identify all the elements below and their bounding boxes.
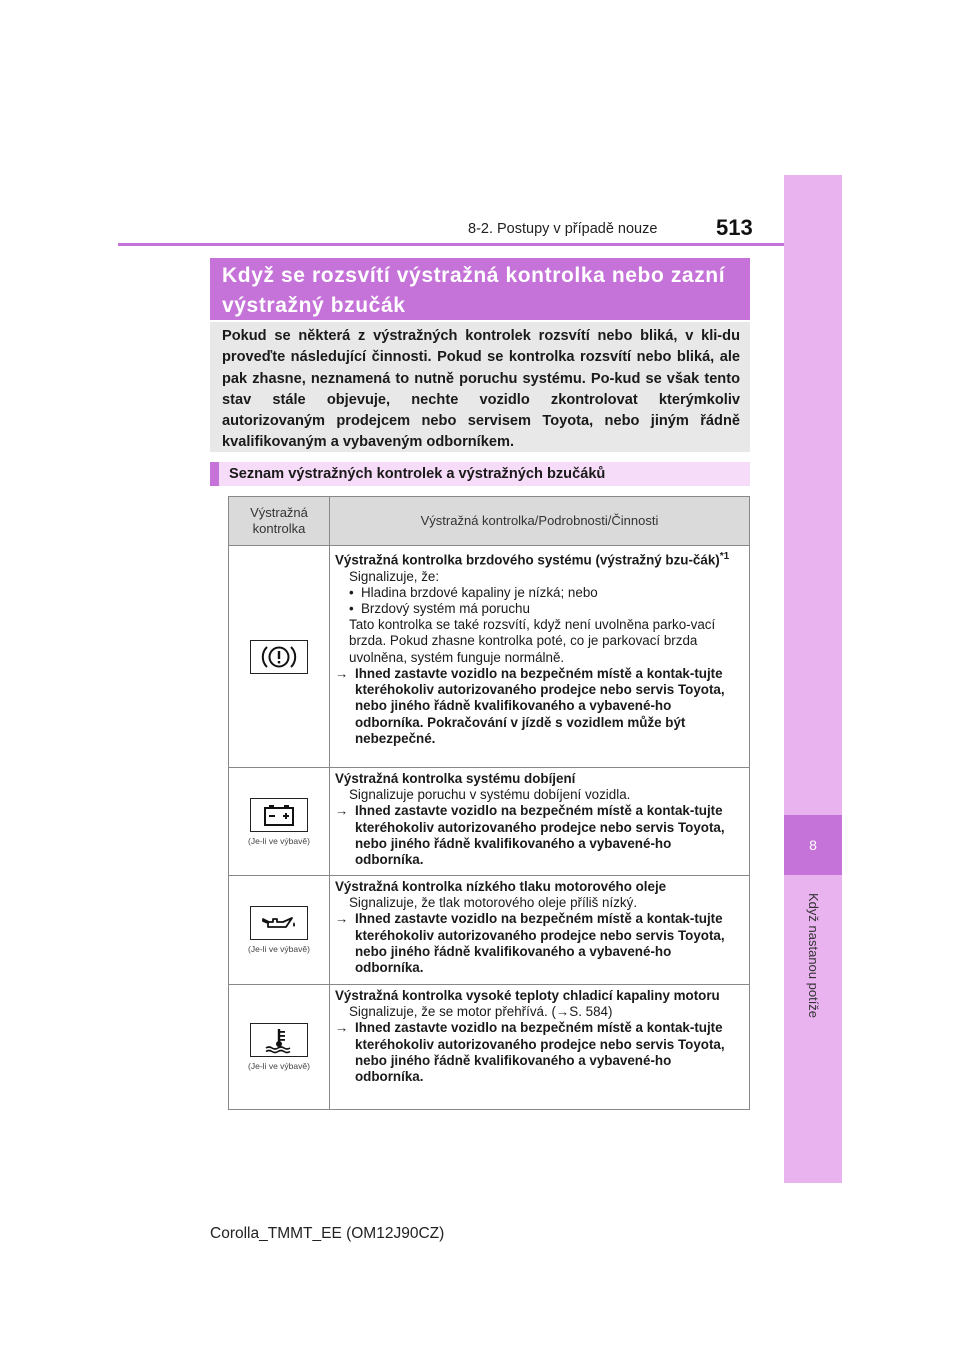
light-title: Výstražná kontrolka nízkého tlaku motorového oleje xyxy=(335,879,667,894)
light-action: → Ihned zastavte vozidlo na bezpečném místě a kontak-tujte kteréhokoliv autorizovaného prodejce nebo servis Toyota, nebo jiného řádně kvalifikovaného a vybavené-ho odborníka. xyxy=(335,911,725,976)
arrow-right-icon: → xyxy=(335,1020,349,1036)
light-action: → Ihned zastavte vozidlo na bezpečném místě a kontak-tujte kteréhokoliv autorizovaného prodejce nebo servis Toyota, nebo jiného řádně kvalifikovaného a vybavené-ho odborníka. xyxy=(335,1020,725,1085)
table-row xyxy=(229,876,750,985)
light-title: Výstražná kontrolka brzdového systému (výstražný bzu-čák)$^{*1}$ xyxy=(335,551,730,568)
intro-text: Pokud se některá z výstražných kontrolek rozsvítí nebo bliká, v kli-du proveďte následující činnosti. Pokud se kontrolka rozsvítí nebo bliká, ale pak zhasne, neznamená to nutně poruchu systému. Po-kud se však tento stav stále objevuje, nechte vozidlo zkontrolovat kterýmkoliv autorizovaným prodejcem nebo servisem Toyota, nebo jiným řádně kvalifikovaným a vybaveným odborníkem. xyxy=(210,322,750,452)
subsection-title: Seznam výstražných kontrolek a výstražných bzučáků xyxy=(210,462,750,486)
table-header-row xyxy=(229,497,750,546)
light-title: Výstražná kontrolka vysoké teploty chladicí kapaliny motoru xyxy=(335,988,720,1003)
warning-lights-table xyxy=(228,496,750,1110)
chapter-number: 8 xyxy=(784,815,842,875)
section-title: Když se rozsvítí výstražná kontrolka nebo zazní výstražný bzučák xyxy=(210,258,750,320)
light-action: → Ihned zastavte vozidlo na bezpečném místě a kontak-tujte kteréhokoliv autorizovaného prodejce nebo servis Toyota, nebo jiného řádně kvalifikovaného a vybavené-ho odborníka. xyxy=(335,803,725,868)
arrow-right-icon: → xyxy=(335,665,349,681)
table-row xyxy=(229,546,750,768)
coolant-temperature-icon xyxy=(250,1023,308,1057)
list-item: • Hladina brzdové kapaliny je nízká; nebo xyxy=(349,584,598,600)
icon-note: (Je-li ve výbavě) xyxy=(248,944,310,954)
chapter-title: Když nastanou potíže xyxy=(806,893,821,1019)
arrow-right-icon: → xyxy=(335,803,349,819)
light-description-extra: Tato kontrolka se také rozsvítí, když není uvolněna parko-vací brzda. Pokud zhasne kontrolka poté, co je parkovací brzda uvolněna, systém funguje normálně. xyxy=(349,617,716,665)
footer-manual-id: Corolla_TMMT_EE (OM12J90CZ) xyxy=(210,1225,445,1242)
light-description: Signalizuje, že tlak motorového oleje příliš nízký. xyxy=(349,895,638,911)
light-title: Výstražná kontrolka systému dobíjení xyxy=(335,771,576,786)
icon-note: (Je-li ve výbavě) xyxy=(248,835,310,846)
icon-note: (Je-li ve výbavě) xyxy=(248,1061,310,1071)
arrow-right-icon: → xyxy=(335,911,349,927)
light-description: Signalizuje poruchu v systému dobíjení vozidla. xyxy=(349,787,631,803)
table-header-details: Výstražná kontrolka/Podrobnosti/Činnosti xyxy=(330,497,750,546)
header-section-title: 8-2. Postupy v případě nouze xyxy=(468,221,658,237)
oil-pressure-icon xyxy=(250,906,308,940)
table-header-icon: Výstražná kontrolka xyxy=(229,497,330,546)
chapter-side-tab xyxy=(784,175,842,1183)
light-description: Signalizuje, že: xyxy=(349,568,440,584)
header-divider xyxy=(118,243,784,246)
battery-icon xyxy=(250,798,308,832)
brake-warning-icon xyxy=(250,640,308,674)
list-item: • Brzdový systém má poruchu xyxy=(349,601,530,617)
table-row xyxy=(229,768,750,876)
light-description: Signalizuje, že se motor přehřívá. (→S. 584) xyxy=(349,1004,613,1020)
page-number: 513 xyxy=(716,215,753,240)
light-action: → Ihned zastavte vozidlo na bezpečném místě a kontak-tujte kteréhokoliv autorizovaného prodejce nebo servis Toyota, nebo jiného řádně kvalifikovaného a vybavené-ho odborníka. Pokračování v jízdě s vozidlem může být nebezpečné. xyxy=(335,665,725,746)
table-row xyxy=(229,985,750,1110)
